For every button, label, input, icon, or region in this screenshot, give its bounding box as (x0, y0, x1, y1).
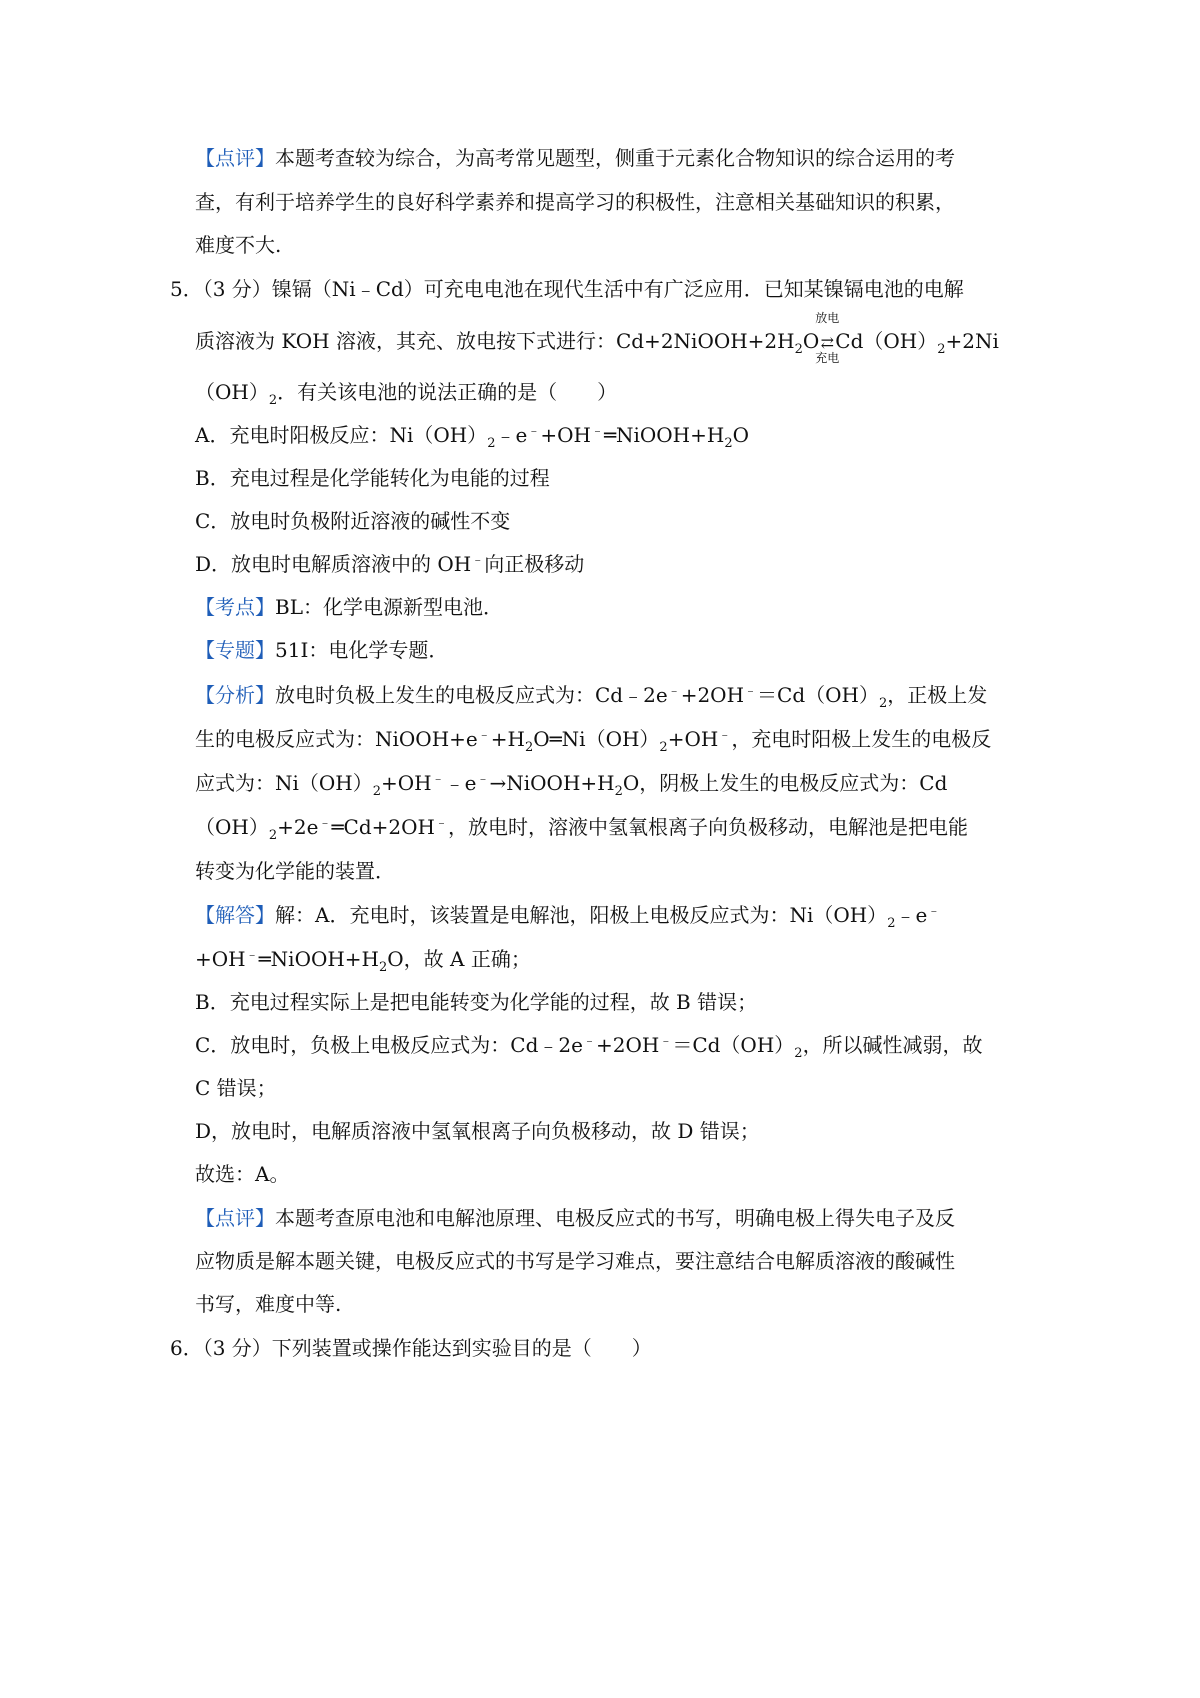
option-b: B．充电过程是化学能转化为电能的过程 (195, 466, 550, 490)
question5-stem-line3: $(OH)_2$．有关该电池的说法正确的是（ ） (195, 380, 618, 408)
question5-stem-line1: 5．（3 分）镍镉（Ni﹣Cd）可充电电池在现代生活中有广泛应用．已知某镍镉电池的电解 (170, 277, 964, 301)
option-c: C．放电时负极附近溶液的碱性不变 (195, 509, 511, 533)
question5-stem-line2: 质溶液为 KOH 溶液，其充、放电按下式进行：$Cd+2NiOOH+2H_2O$ 放电 ⇄ 充电 $Cd(OH)_2+2Ni$ (195, 311, 999, 365)
jieda-line6: D，放电时，电解质溶液中氢氧根离子向负极移动，故 D 错误； (195, 1119, 760, 1143)
charge-label: 充电 (815, 351, 840, 365)
discharge-label: 放电 (815, 311, 840, 325)
review-tag: 【点评】 (195, 146, 275, 170)
zhuanti-tag: 【专题】 (195, 638, 275, 662)
fenxi-line1: 【分析】放电时负极上发生的电极反应式为：$Cd﹣2e^﹣+2OH^﹣=Cd(OH)_2$，正极上发 (195, 683, 988, 711)
fenxi-line5: 转变为化学能的装置． (195, 859, 395, 883)
fenxi-line4: $(OH)_2+2e^﹣═Cd+2OH^﹣$，放电时，溶液中氢氧根离子向负极移动，电解池是把电能 (195, 815, 968, 843)
jieda-line5: C 错误； (195, 1076, 277, 1100)
review1-line2: 查，有利于培养学生的良好科学素养和提高学习的积极性，注意相关基础知识的积累， (195, 190, 955, 214)
jieda-line3: B．充电过程实际上是把电能转变为化学能的过程，故 B 错误； (195, 990, 758, 1014)
review1-line3: 难度不大. (195, 233, 282, 257)
jieda-line2: $+OH^﹣═NiOOH+H_2O$，故 A 正确； (195, 947, 531, 975)
kaodian-tag: 【考点】 (195, 595, 275, 619)
fenxi-tag: 【分析】 (195, 683, 275, 707)
zhuanti-line: 【专题】51I：电化学专题． (195, 638, 449, 662)
review2-line3: 书写，难度中等. (195, 1292, 342, 1316)
option-a: A．充电时阳极反应：$Ni(OH)_2﹣e^﹣+OH^﹣═NiOOH+H_2O$ (195, 423, 750, 451)
jieda-line4: C．放电时，负极上电极反应式为：$Cd﹣2e^﹣+2OH^﹣=Cd(OH)_2$，所以碱性减弱，故 (195, 1033, 983, 1061)
review2-line2: 应物质是解本题关键，电极反应式的书写是学习难点，要注意结合电解质溶液的酸碱性 (195, 1249, 955, 1273)
kaodian-line: 【考点】BL：化学电源新型电池． (195, 595, 503, 619)
jieda-line1: 【解答】解：A．充电时，该装置是电解池，阳极上电极反应式为：$Ni(OH)_2﹣e^﹣$ (195, 903, 941, 931)
review2-line1: 【点评】本题考查原电池和电解池原理、电极反应式的书写，明确电极上得失电子及反 (195, 1206, 955, 1230)
reversible-arrow: 放电 ⇄ 充电 (819, 327, 835, 355)
question6-stem: 6．（3 分）下列装置或操作能达到实验目的是（ ） (170, 1336, 652, 1360)
fenxi-line3: 应式为：$Ni(OH)_2+OH^﹣﹣e^﹣\to NiOOH+H_2O$，阴极上发生的电极反应式为：Cd (195, 771, 948, 799)
option-d: D．放电时电解质溶液中的 OH﹣向正极移动 (195, 552, 585, 576)
jieda-tag: 【解答】 (195, 903, 275, 927)
review1-line1: 【点评】本题考查较为综合，为高考常见题型，侧重于元素化合物知识的综合运用的考 (195, 146, 955, 170)
fenxi-line2: 生的电极反应式为：$NiOOH+e^﹣+H_2O═Ni(OH)_2+OH^﹣$，充电时阳极上发生的电极反 (195, 727, 992, 755)
review-tag: 【点评】 (195, 1206, 275, 1230)
jieda-line7: 故选：A。 (195, 1162, 290, 1186)
